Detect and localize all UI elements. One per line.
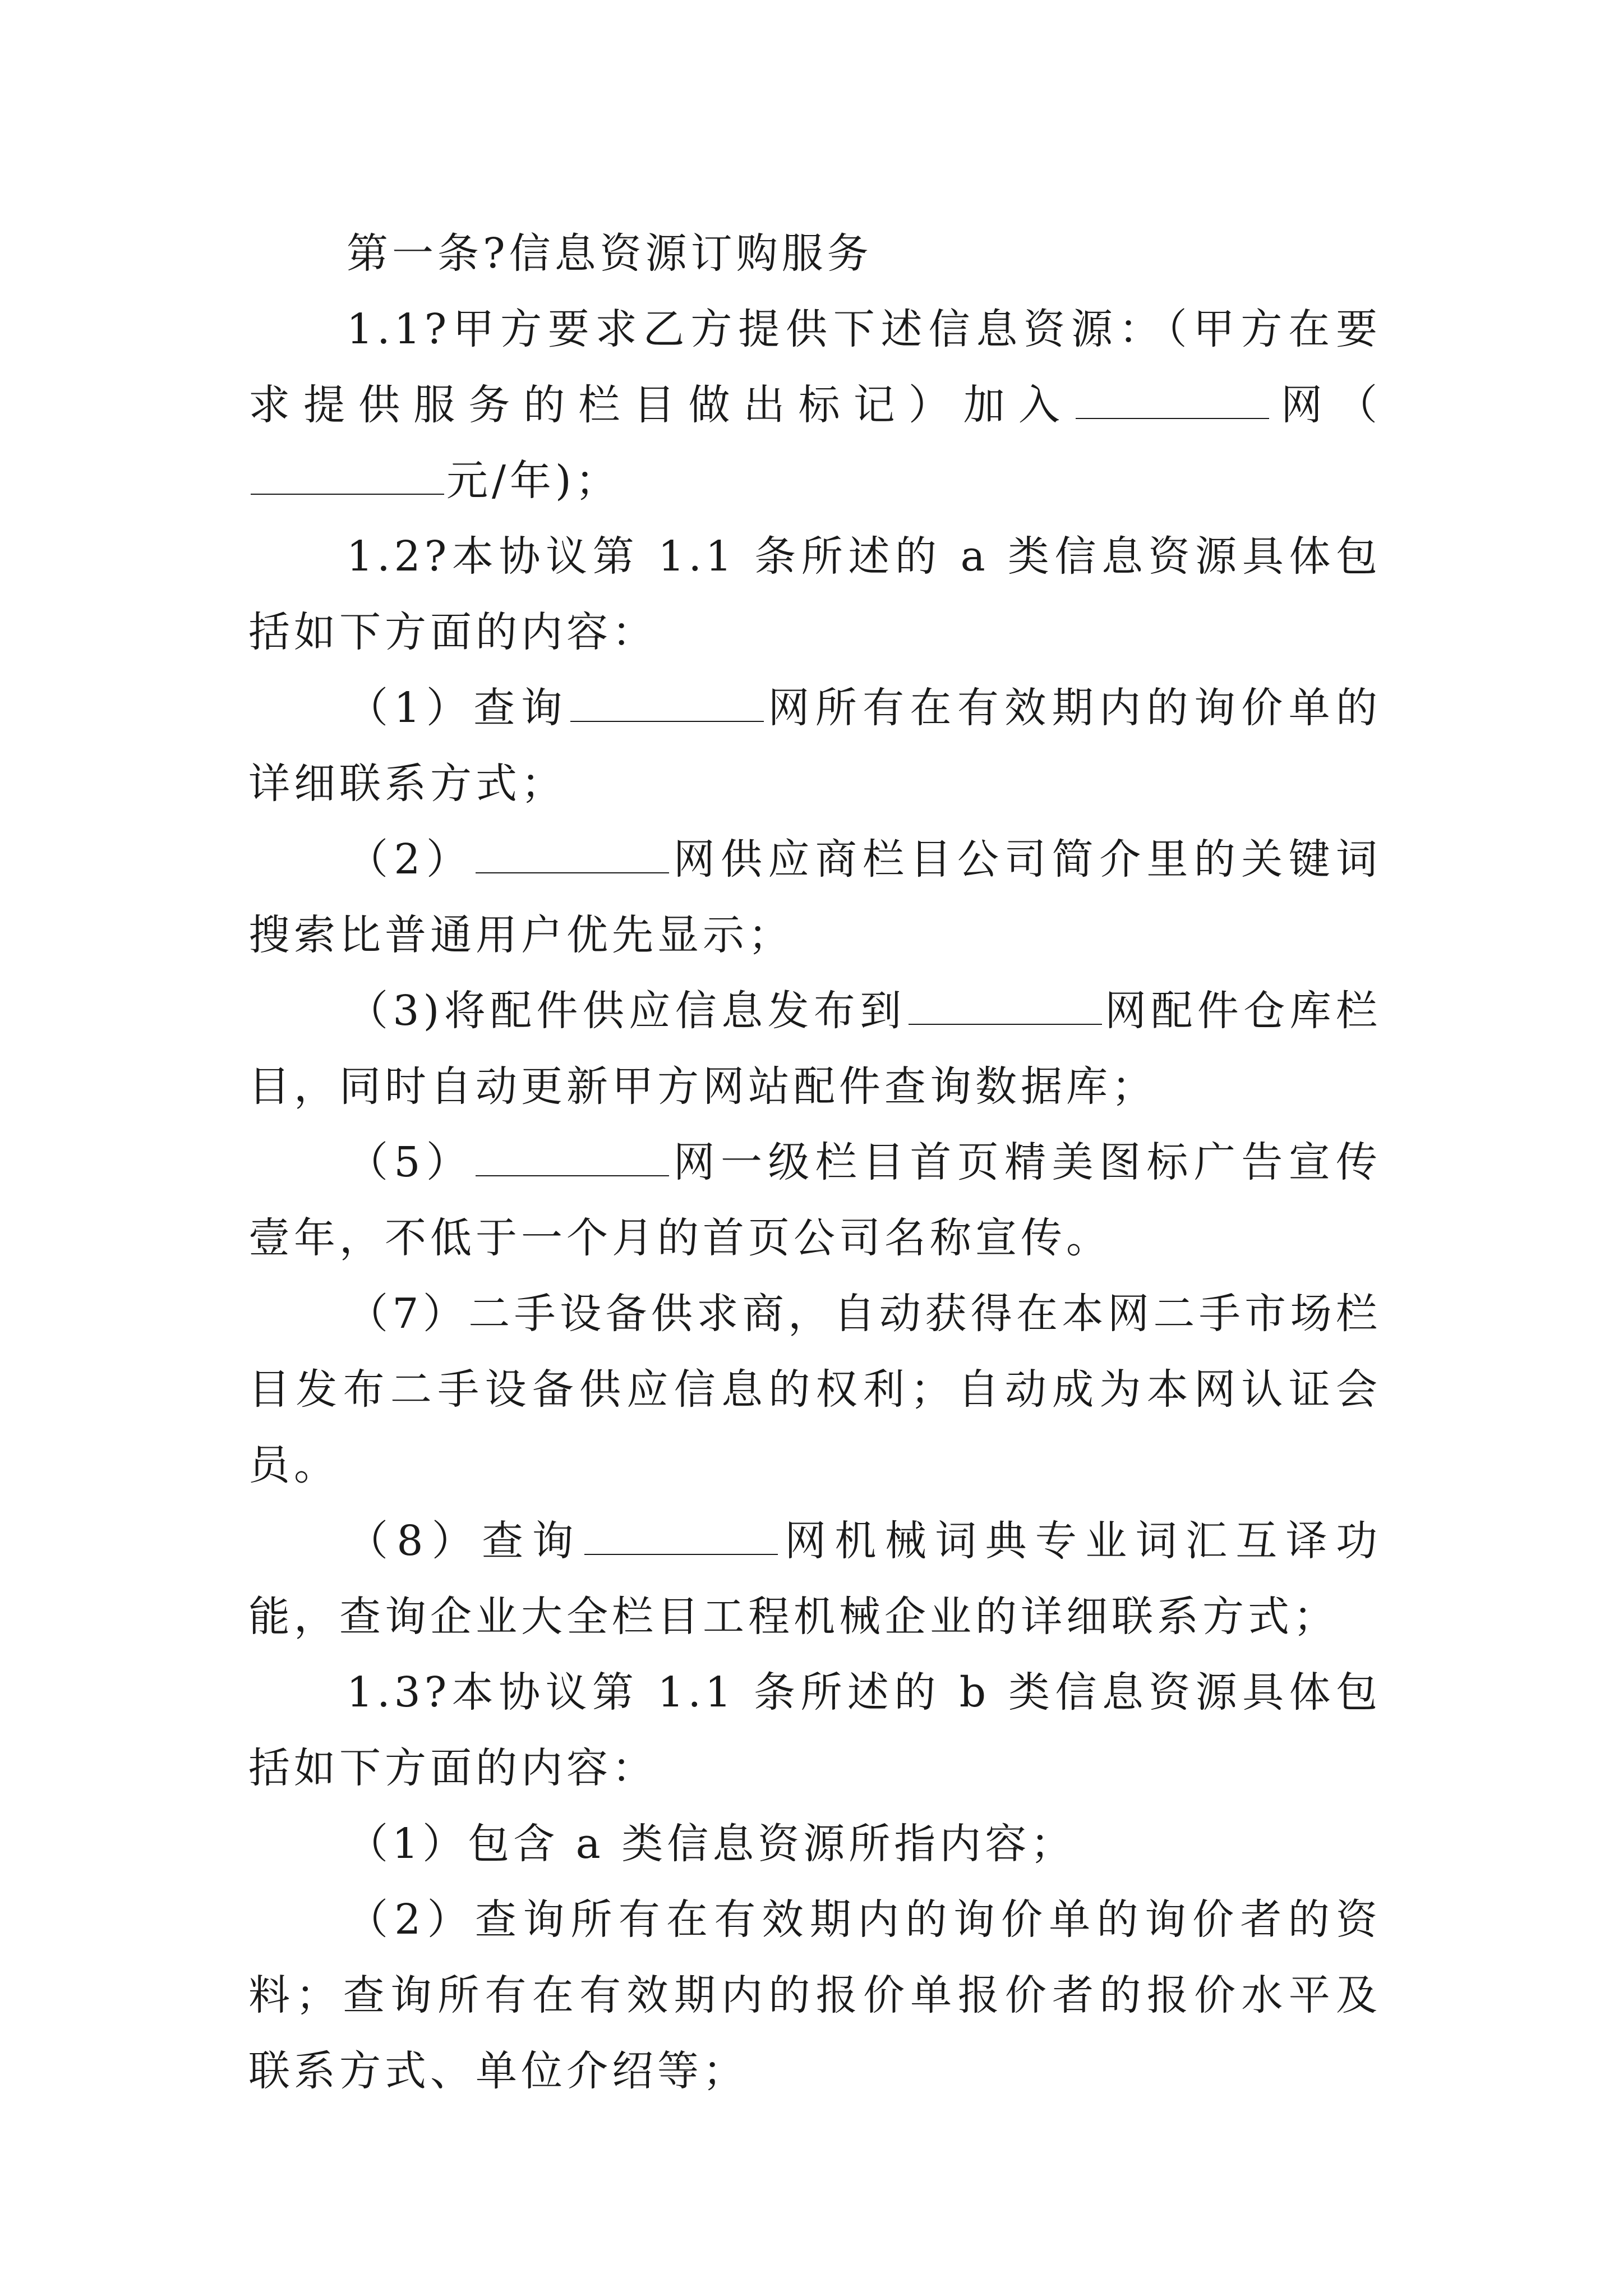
clause-1-2: 1.2?本协议第 1.1 条所述的 a 类信息资源具体包括如下方面的内容：	[248, 532, 1381, 656]
blank-field[interactable]	[251, 456, 444, 495]
blank-field[interactable]	[909, 986, 1102, 1025]
blank-field[interactable]	[570, 683, 764, 722]
blank-field[interactable]	[584, 1516, 778, 1555]
list-item: （1）查询 网所有在有效期内的询价单的详细联系方式；	[248, 684, 1381, 808]
article-heading: 第一条?信息资源订购服务	[347, 229, 873, 278]
list-item: （3)将配件供应信息发布到 网配件仓库栏目，同时自动更新甲方网站配件查询数据库；	[248, 987, 1382, 1111]
clause-1-1: 1.1?甲方要求乙方提供下述信息资源：（甲方在要求提供服务的栏目做出标记）加入 网（元/年)；	[248, 305, 1382, 505]
list-item: （1）包含 a 类信息资源所指内容；	[347, 1820, 1076, 1868]
list-item: （7）二手设备供求商，自动获得在本网二手市场栏目发布二手设备供应信息的权利；自动成为本网认证会员。	[248, 1290, 1381, 1489]
clause-1-3: 1.3?本协议第 1.1 条所述的 b 类信息资源具体包括如下方面的内容：	[248, 1668, 1381, 1792]
list-item: （8）查询 网机械词典专业词汇互译功能，查询企业大全栏目工程机械企业的详细联系方式；	[248, 1517, 1381, 1641]
list-item: （5） 网一级栏目首页精美图标广告宣传壹年，不低于一个月的首页公司名称宣传。	[248, 1138, 1381, 1262]
blank-field[interactable]	[1076, 380, 1269, 419]
document-body	[248, 216, 1381, 2109]
blank-field[interactable]	[476, 835, 669, 873]
list-item: （2）查询所有在有效期内的询价单的询价者的资料；查询所有在有效期内的报价单报价者的报价水平及联系方式、单位介绍等；	[248, 1895, 1381, 2095]
list-item: （2） 网供应商栏目公司简介里的关键词搜索比普通用户优先显示；	[248, 835, 1381, 959]
blank-field[interactable]	[476, 1138, 669, 1176]
